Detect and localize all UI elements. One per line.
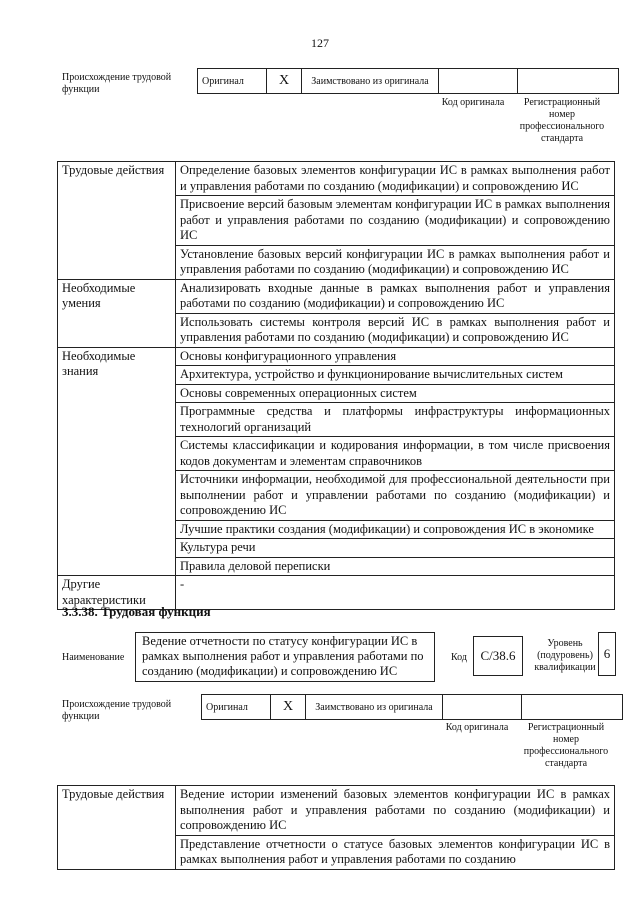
- knowledge-item: Архитектура, устройство и функционирование вычислительных систем: [176, 366, 615, 385]
- origin-table: [197, 68, 619, 94]
- borrowed-cell: Заимствовано из оригинала: [302, 69, 439, 94]
- original-cell: Оригинал: [202, 695, 271, 720]
- function-name-box: Ведение отчетности по статусу конфигурации ИС в рамках выполнения работ и управления работами по созданию (модификации) и сопровождению ИС: [135, 632, 435, 682]
- row-label-knowledge: Необходимые знания: [58, 347, 176, 576]
- action-item: Представление отчетности о статусе базовых элементов конфигурации ИС в рамках выполнения работ и управления работами по созданию: [176, 835, 615, 869]
- section-heading: 3.3.38. Трудовая функция: [62, 604, 211, 619]
- knowledge-item: Лучшие практики создания (модификации) и сопровождения ИС в экономике: [176, 520, 615, 539]
- reg-number-cell: [518, 69, 619, 94]
- original-mark: X: [267, 69, 302, 94]
- row-label-other: Другие характеристики: [58, 576, 176, 610]
- knowledge-item: Основы современных операционных систем: [176, 384, 615, 403]
- action-item: Установление базовых версий конфигурации ИС в рамках выполнения работ и управления работами по созданию (модификации) и сопровождению ИС: [176, 245, 615, 279]
- action-item: Присвоение версий базовым элементам конфигурации ИС в рамках выполнения работ и управления работами по созданию (модификации) и сопровождению ИС: [176, 196, 615, 246]
- knowledge-item: Источники информации, необходимой для профессиональной деятельности при выполнении работ и управлении работами по созданию (модификации) и сопровождению ИС: [176, 471, 615, 521]
- borrowed-cell: Заимствовано из оригинала: [306, 695, 443, 720]
- reg-number-caption: Регистрационный номер профессионального стандарта: [519, 97, 605, 144]
- knowledge-item: Системы классификации и кодирования информации, в том числе присвоения кодов документам и элементам справочников: [176, 437, 615, 471]
- code-original-caption: Код оригинала: [441, 97, 505, 108]
- code-original-caption: Код оригинала: [445, 722, 509, 733]
- code-original-cell: [443, 695, 522, 720]
- code-box: С/38.6: [473, 636, 523, 676]
- knowledge-item: Культура речи: [176, 539, 615, 558]
- skill-item: Анализировать входные данные в рамках выполнения работ и управления работами по созданию (модификации) и сопровождению ИС: [176, 279, 615, 313]
- origin-label: Происхождение трудовой функции: [62, 72, 172, 95]
- knowledge-item: Основы конфигурационного управления: [176, 347, 615, 366]
- page-number: 127: [311, 36, 329, 50]
- other-item: -: [176, 576, 615, 610]
- action-item: Определение базовых элементов конфигурации ИС в рамках выполнения работ и управления работами по созданию (модификации) и сопровождению ИС: [176, 162, 615, 196]
- reg-number-caption: Регистрационный номер профессионального стандарта: [523, 722, 609, 769]
- functions-table: [57, 161, 615, 610]
- row-label-skills: Необходимые умения: [58, 279, 176, 347]
- action-item: Ведение истории изменений базовых элементов конфигурации ИС в рамках выполнения работ и управления работами по созданию (модификации) и сопровождению ИС: [176, 786, 615, 836]
- reg-number-cell: [522, 695, 623, 720]
- original-cell: Оригинал: [198, 69, 267, 94]
- level-box: 6: [598, 632, 616, 676]
- origin-label: Происхождение трудовой функции: [62, 699, 172, 722]
- code-label: Код: [451, 652, 467, 663]
- name-label: Наименование: [62, 652, 125, 663]
- knowledge-item: Программные средства и платформы инфраструктуры информационных технологий организаций: [176, 403, 615, 437]
- row-label-actions: Трудовые действия: [58, 162, 176, 280]
- origin-table: [201, 694, 623, 720]
- knowledge-item: Правила деловой переписки: [176, 557, 615, 576]
- row-label-actions: Трудовые действия: [58, 786, 176, 870]
- functions-table-2: [57, 785, 615, 870]
- original-mark: X: [271, 695, 306, 720]
- skill-item: Использовать системы контроля версий ИС в рамках выполнения работ и управления работами по созданию (модификации) и сопровождению ИС: [176, 313, 615, 347]
- level-label: Уровень (подуровень) квалификации: [534, 638, 596, 673]
- code-original-cell: [439, 69, 518, 94]
